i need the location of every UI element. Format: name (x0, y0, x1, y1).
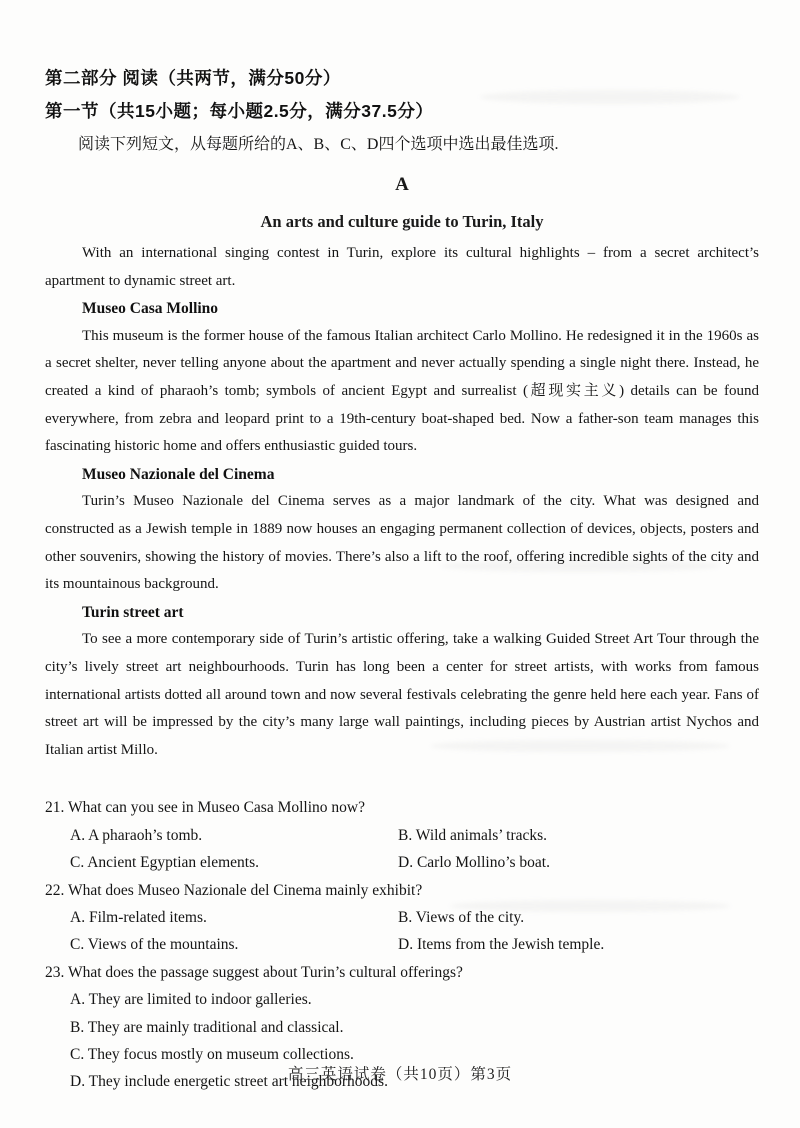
passage-label: A (395, 174, 409, 195)
passage-paragraph: To see a more contemporary side of Turin’s artistic offering, take a walking Guided Street Art Tour through the city’s lively street art neighbourhoods. Turin has long been a center for street artists, with works from famous international artists dotted all around town and now several festivals celebrating the genre held here each year. Fans of street art will be impressed by the city’s many large wall paintings, including pieces by Austrian artist Nychos and Italian artist Millo. (45, 631, 759, 758)
passage-body (45, 240, 759, 764)
answer-option: D. Carlo Mollino’s boat. (398, 854, 550, 872)
paragraph-heading: Turin street art (82, 603, 184, 621)
passage-paragraph: Turin’s Museo Nazionale del Cinema serves as a major landmark of the city. What was designed and constructed as a Jewish temple in 1889 now houses an engaging permanent collection of devices, objects, posters and other souvenirs, showing the history of movies. There’s also a lift to the roof, offering incredible sights of the city and its mountainous background. (45, 493, 759, 593)
question-block (45, 877, 759, 959)
question-block (45, 794, 759, 876)
options-group (45, 822, 759, 877)
part-heading: 第二部分 阅读（共两节，满分50分） (45, 68, 341, 88)
answer-option: D. They include energetic street art neighborhoods. (70, 1073, 388, 1091)
passage-paragraph: This museum is the former house of the famous Italian architect Carlo Mollino. He redesigned it in the 1960s as a secret shelter, never telling anyone about the apartment and never actually spending a single night there. Instead, he created a kind of pharaoh’s tomb; symbols of ancient Egypt and surrealist (超现实主义) details can be found everywhere, from zebra and leopard print to a 19th-century boat-shaped bed. Now a father-son team manages this fascinating historic home and offers enthusiastic guided tours. (45, 327, 759, 455)
question-stem: 22. What does Museo Nazionale del Cinema mainly exhibit? (45, 881, 423, 899)
answer-option: D. Items from the Jewish temple. (398, 936, 605, 954)
section-heading: 第一节（共15小题；每小题2.5分，满分37.5分） (45, 101, 434, 121)
question-stem: 23. What does the passage suggest about Turin’s cultural offerings? (45, 963, 463, 981)
paragraph-heading: Museo Nazionale del Cinema (82, 465, 275, 483)
options-group (45, 904, 759, 959)
answer-option: B. Wild animals’ tracks. (398, 826, 548, 844)
answer-option: C. They focus mostly on museum collections. (70, 1045, 354, 1063)
questions-section (45, 794, 759, 1095)
passage-title: An arts and culture guide to Turin, Italy (260, 212, 544, 231)
passage-paragraph: With an international singing contest in Turin, explore its cultural highlights – from a secret architect’s apartment to dynamic street art. (45, 245, 759, 289)
answer-option: B. They are mainly traditional and classical. (70, 1018, 344, 1036)
answer-option: C. Views of the mountains. (70, 936, 239, 954)
page-content (45, 62, 759, 1096)
question-stem: 21. What can you see in Museo Casa Mollino now? (45, 799, 365, 817)
answer-option: C. Ancient Egyptian elements. (70, 854, 259, 872)
paragraph-heading: Museo Casa Mollino (82, 300, 219, 318)
answer-option: A. A pharaoh’s tomb. (70, 826, 203, 844)
answer-option: A. Film-related items. (70, 908, 207, 926)
answer-option: B. Views of the city. (398, 908, 525, 926)
answer-option: A. They are limited to indoor galleries. (70, 991, 312, 1009)
page-footer: 高三英语试卷（共10页）第3页 (287, 1066, 513, 1083)
instructions-text: 阅读下列短文，从每题所给的A、B、C、D四个选项中选出最佳选项. (78, 136, 559, 153)
